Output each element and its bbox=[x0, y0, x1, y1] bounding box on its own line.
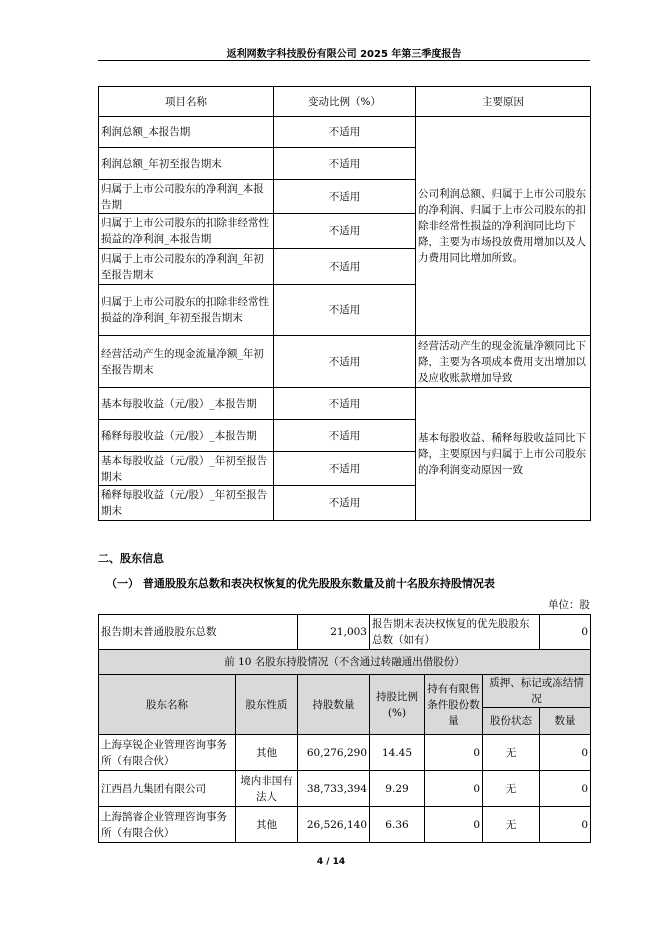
reason-profit: 公司利润总额、归属于上市公司股东的净利润、归属于上市公司股东的扣除非经常性损益的净利润同比均下降，主要为市场投放费用增加以及人力费用同比增加所致。 bbox=[416, 117, 591, 336]
holder-pct: 14.45 bbox=[370, 735, 425, 771]
ratio-cell: 不适用 bbox=[274, 180, 416, 214]
item-cell: 归属于上市公司股东的净利润_年初至报告期末 bbox=[99, 249, 274, 285]
header-divider bbox=[98, 60, 590, 61]
ratio-cell: 不适用 bbox=[274, 486, 416, 521]
item-cell: 利润总额_年初至报告期末 bbox=[99, 148, 274, 180]
col-header-name: 股东名称 bbox=[99, 675, 236, 735]
item-cell: 基本每股收益（元/股）_年初至报告期末 bbox=[99, 452, 274, 486]
item-cell: 归属于上市公司股东的净利润_本报告期 bbox=[99, 180, 274, 214]
holder-status: 无 bbox=[483, 807, 540, 843]
holder-restricted: 0 bbox=[425, 807, 483, 843]
top10-title: 前 10 名股东持股情况（不含通过转融通出借股份） bbox=[99, 650, 591, 675]
col-header-reason: 主要原因 bbox=[416, 87, 591, 117]
holder-qty: 26,526,140 bbox=[298, 807, 370, 843]
shareholder-table bbox=[98, 614, 591, 843]
col-header-amount: 数量 bbox=[540, 708, 591, 735]
holder-amount: 0 bbox=[540, 771, 591, 807]
change-reason-table bbox=[98, 86, 591, 521]
holder-amount: 0 bbox=[540, 735, 591, 771]
holder-status: 无 bbox=[483, 771, 540, 807]
ratio-cell: 不适用 bbox=[274, 452, 416, 486]
item-cell: 稀释每股收益（元/股）_年初至报告期末 bbox=[99, 486, 274, 521]
holder-name: 江西昌九集团有限公司 bbox=[99, 771, 236, 807]
table-row bbox=[99, 807, 591, 843]
total-holders-value: 21,003 bbox=[298, 615, 370, 650]
ratio-cell: 不适用 bbox=[274, 285, 416, 336]
ratio-cell: 不适用 bbox=[274, 148, 416, 180]
ratio-cell: 不适用 bbox=[274, 420, 416, 452]
holder-amount: 0 bbox=[540, 807, 591, 843]
reason-eps: 基本每股收益、稀释每股收益同比下降，主要原因与归属于上市公司股东的净利润变动原因一致 bbox=[416, 388, 591, 521]
total-holders-label: 报告期末普通股股东总数 bbox=[99, 615, 298, 650]
holder-pct: 9.29 bbox=[370, 771, 425, 807]
item-cell: 稀释每股收益（元/股）_本报告期 bbox=[99, 420, 274, 452]
holder-status: 无 bbox=[483, 735, 540, 771]
ratio-cell: 不适用 bbox=[274, 117, 416, 148]
item-cell: 基本每股收益（元/股）_本报告期 bbox=[99, 388, 274, 420]
reason-cashflow: 经营活动产生的现金流量净额同比下降，主要为各项成本费用支出增加以及应收账款增加导致 bbox=[416, 336, 591, 388]
holder-restricted: 0 bbox=[425, 735, 483, 771]
table-row bbox=[99, 771, 591, 807]
col-header-qty: 持股数量 bbox=[298, 675, 370, 735]
holder-qty: 38,733,394 bbox=[298, 771, 370, 807]
col-header-item: 项目名称 bbox=[99, 87, 274, 117]
unit-label: 单位：股 bbox=[548, 599, 590, 611]
page-number: 4 / 14 bbox=[316, 857, 346, 867]
holder-name: 上海鹄睿企业管理咨询事务所（有限合伙） bbox=[99, 807, 236, 843]
col-header-ratio: 变动比例（%） bbox=[274, 87, 416, 117]
table-row bbox=[99, 735, 591, 771]
col-header-status: 股份状态 bbox=[483, 708, 540, 735]
section-title: 二、股东信息 bbox=[98, 552, 164, 565]
item-cell: 利润总额_本报告期 bbox=[99, 117, 274, 148]
holder-nature: 其他 bbox=[236, 735, 298, 771]
holder-restricted: 0 bbox=[425, 771, 483, 807]
preferred-holders-value: 0 bbox=[540, 615, 591, 650]
ratio-cell: 不适用 bbox=[274, 214, 416, 249]
item-cell: 归属于上市公司股东的扣除非经常性损益的净利润_年初至报告期末 bbox=[99, 285, 274, 336]
item-cell: 经营活动产生的现金流量净额_年初至报告期末 bbox=[99, 336, 274, 388]
col-header-pct: 持股比例(%) bbox=[370, 675, 425, 735]
ratio-cell: 不适用 bbox=[274, 336, 416, 388]
holder-qty: 60,276,290 bbox=[298, 735, 370, 771]
ratio-cell: 不适用 bbox=[274, 249, 416, 285]
col-header-nature: 股东性质 bbox=[236, 675, 298, 735]
holder-pct: 6.36 bbox=[370, 807, 425, 843]
holder-nature: 境内非国有法人 bbox=[236, 771, 298, 807]
col-header-pledge: 质押、标记或冻结情况 bbox=[483, 675, 591, 708]
ratio-cell: 不适用 bbox=[274, 388, 416, 420]
document-header: 返利网数字科技股份有限公司 2025 年第三季度报告 bbox=[226, 49, 462, 60]
item-cell: 归属于上市公司股东的扣除非经常性损益的净利润_本报告期 bbox=[99, 214, 274, 249]
preferred-holders-label: 报告期末表决权恢复的优先股股东总数（如有） bbox=[370, 615, 540, 650]
holder-name: 上海享锐企业管理咨询事务所（有限合伙） bbox=[99, 735, 236, 771]
subsection-title: （一） 普通股股东总数和表决权恢复的优先股股东数量及前十名股东持股情况表 bbox=[106, 577, 495, 590]
col-header-restricted: 持有有限售条件股份数量 bbox=[425, 675, 483, 735]
holder-nature: 其他 bbox=[236, 807, 298, 843]
